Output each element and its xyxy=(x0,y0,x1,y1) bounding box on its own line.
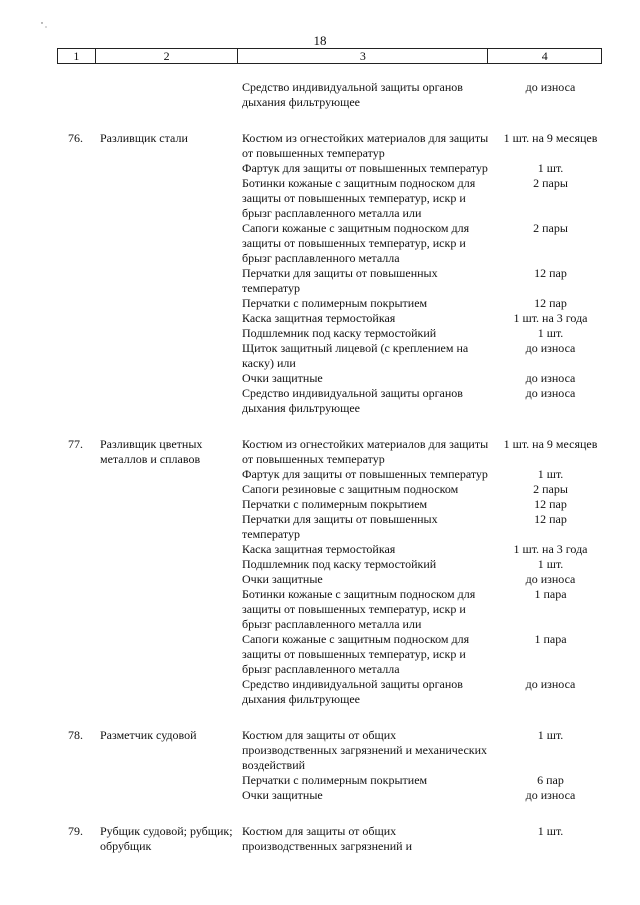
ppe-item xyxy=(242,773,602,788)
profession-name: Разливщик стали xyxy=(100,131,188,145)
ppe-item-name: Костюм из огнестойких материалов для защиты от повышенных температур xyxy=(242,131,489,160)
ppe-item-name: Ботинки кожаные с защитным подноском для защиты от повышенных температур, искр и брызг расплавленного металла или xyxy=(242,176,476,220)
ppe-item-name: Костюм для защиты от общих производственных загрязнений и xyxy=(242,824,413,853)
ppe-item-name: Средство индивидуальной защиты органов дыхания фильтрующее xyxy=(242,677,463,706)
ppe-item xyxy=(242,80,602,110)
column-header-1: 1 xyxy=(58,49,96,63)
ppe-item xyxy=(242,221,602,266)
ppe-item-name: Перчатки с полимерным покрытием xyxy=(242,497,428,511)
ppe-item-name: Перчатки для защиты от повышенных температур xyxy=(242,266,438,295)
ppe-item-list xyxy=(242,437,602,707)
ppe-item xyxy=(242,572,602,587)
ppe-item-quantity: 1 шт. на 9 месяцев xyxy=(503,131,598,145)
ppe-item xyxy=(242,131,602,161)
ppe-item-quantity: 12 пар xyxy=(534,296,567,310)
ppe-item-quantity: 1 пара xyxy=(534,587,567,601)
ppe-item-name: Средство индивидуальной защиты органов дыхания фильтрующее xyxy=(242,80,463,109)
ppe-item-name: Средство индивидуальной защиты органов дыхания фильтрующее xyxy=(242,386,463,415)
ppe-item-name: Перчатки для защиты от повышенных температур xyxy=(242,512,438,541)
ppe-item-quantity: 2 пары xyxy=(533,482,568,496)
ppe-item xyxy=(242,677,602,707)
ppe-item xyxy=(242,296,602,311)
ppe-item-quantity: 1 шт. xyxy=(537,326,564,340)
ppe-item xyxy=(242,467,602,482)
column-header-row xyxy=(57,48,602,64)
ppe-item xyxy=(242,176,602,221)
scan-speck xyxy=(40,15,48,21)
ppe-item xyxy=(242,341,602,371)
ppe-item xyxy=(242,161,602,176)
ppe-item xyxy=(242,326,602,341)
entry-number: 76. xyxy=(68,131,83,145)
ppe-table-body xyxy=(57,80,602,854)
ppe-item-list xyxy=(242,80,602,110)
column-header-3: 3 xyxy=(238,49,488,63)
ppe-item xyxy=(242,728,602,773)
ppe-item-name: Очки защитные xyxy=(242,788,323,802)
ppe-item-quantity: 1 шт. xyxy=(537,161,564,175)
ppe-item-name: Костюм из огнестойких материалов для защиты от повышенных температур xyxy=(242,437,489,466)
ppe-item xyxy=(242,266,602,296)
ppe-item-quantity: 1 шт. xyxy=(537,728,564,742)
ppe-item-list xyxy=(242,728,602,803)
entry-number: 77. xyxy=(68,437,83,451)
ppe-item-quantity: 1 шт. xyxy=(537,824,564,838)
profession-name: Разливщик цветных металлов и сплавов xyxy=(100,437,203,466)
ppe-item-name: Перчатки с полимерным покрытием xyxy=(242,773,428,787)
ppe-item-quantity: 12 пар xyxy=(534,497,567,511)
ppe-item-name: Каска защитная термостойкая xyxy=(242,542,396,556)
ppe-item-quantity: 1 шт. xyxy=(537,467,564,481)
ppe-item-name: Сапоги кожаные с защитным подноском для защиты от повышенных температур, искр и брызг расплавленного металла xyxy=(242,632,470,676)
ppe-item-quantity: 12 пар xyxy=(534,266,567,280)
ppe-item-name: Очки защитные xyxy=(242,572,323,586)
ppe-item-quantity: 2 пары xyxy=(533,221,568,235)
ppe-item-name: Сапоги резиновые с защитным подноском xyxy=(242,482,459,496)
ppe-item xyxy=(242,632,602,677)
column-header-2: 2 xyxy=(96,49,238,63)
profession-name: Рубщик судовой; рубщик; обрубщик xyxy=(100,824,233,853)
ppe-item xyxy=(242,824,602,854)
ppe-item-quantity: до износа xyxy=(525,371,576,385)
ppe-item-list xyxy=(242,131,602,416)
ppe-item xyxy=(242,386,602,416)
ppe-item xyxy=(242,497,602,512)
table-row xyxy=(57,80,602,110)
ppe-item-name: Перчатки с полимерным покрытием xyxy=(242,296,428,310)
ppe-item-name: Очки защитные xyxy=(242,371,323,385)
profession-name: Разметчик судовой xyxy=(100,728,197,742)
ppe-item-quantity: 1 шт. на 3 года xyxy=(513,542,588,556)
ppe-item-quantity: 6 пар xyxy=(537,773,564,787)
ppe-item-quantity: 2 пары xyxy=(533,176,568,190)
ppe-item xyxy=(242,512,602,542)
ppe-item-quantity: 1 шт. на 3 года xyxy=(513,311,588,325)
ppe-item xyxy=(242,311,602,326)
ppe-item xyxy=(242,371,602,386)
table-row xyxy=(57,728,602,803)
entry-number: 79. xyxy=(68,824,83,838)
ppe-item-quantity: до износа xyxy=(525,677,576,691)
entry-number xyxy=(57,80,100,110)
ppe-item xyxy=(242,557,602,572)
ppe-item-quantity: до износа xyxy=(525,341,576,355)
ppe-item-name: Костюм для защиты от общих производственных загрязнений и механических воздействий xyxy=(242,728,488,772)
entry-number: 78. xyxy=(68,728,83,742)
ppe-item-name: Подшлемник под каску термостойкий xyxy=(242,326,437,340)
ppe-item xyxy=(242,587,602,632)
ppe-item-quantity: до износа xyxy=(525,80,576,94)
profession-name xyxy=(100,80,242,110)
ppe-item-name: Подшлемник под каску термостойкий xyxy=(242,557,437,571)
table-row xyxy=(57,437,602,707)
ppe-item xyxy=(242,437,602,467)
ppe-item xyxy=(242,482,602,497)
ppe-item-name: Фартук для защиты от повышенных температур xyxy=(242,467,488,481)
table-row xyxy=(57,824,602,854)
ppe-item-name: Щиток защитный лицевой (с креплением на каску) или xyxy=(242,341,469,370)
ppe-item-name: Ботинки кожаные с защитным подноском для защиты от повышенных температур, искр и брызг расплавленного металла или xyxy=(242,587,476,631)
ppe-item-name: Сапоги кожаные с защитным подноском для защиты от повышенных температур, искр и брызг расплавленного металла xyxy=(242,221,470,265)
ppe-item-quantity: до износа xyxy=(525,788,576,802)
column-header-4: 4 xyxy=(541,49,548,63)
ppe-item-name: Фартук для защиты от повышенных температур xyxy=(242,161,488,175)
table-row xyxy=(57,131,602,416)
ppe-item-quantity: 12 пар xyxy=(534,512,567,526)
ppe-item xyxy=(242,788,602,803)
ppe-item-quantity: 1 пара xyxy=(534,632,567,646)
ppe-item-list xyxy=(242,824,602,854)
ppe-item-name: Каска защитная термостойкая xyxy=(242,311,396,325)
ppe-item-quantity: 1 шт. на 9 месяцев xyxy=(503,437,598,451)
ppe-item-quantity: 1 шт. xyxy=(537,557,564,571)
ppe-item-quantity: до износа xyxy=(525,572,576,586)
ppe-item xyxy=(242,542,602,557)
page-number: 18 xyxy=(313,33,327,48)
ppe-item-quantity: до износа xyxy=(525,386,576,400)
